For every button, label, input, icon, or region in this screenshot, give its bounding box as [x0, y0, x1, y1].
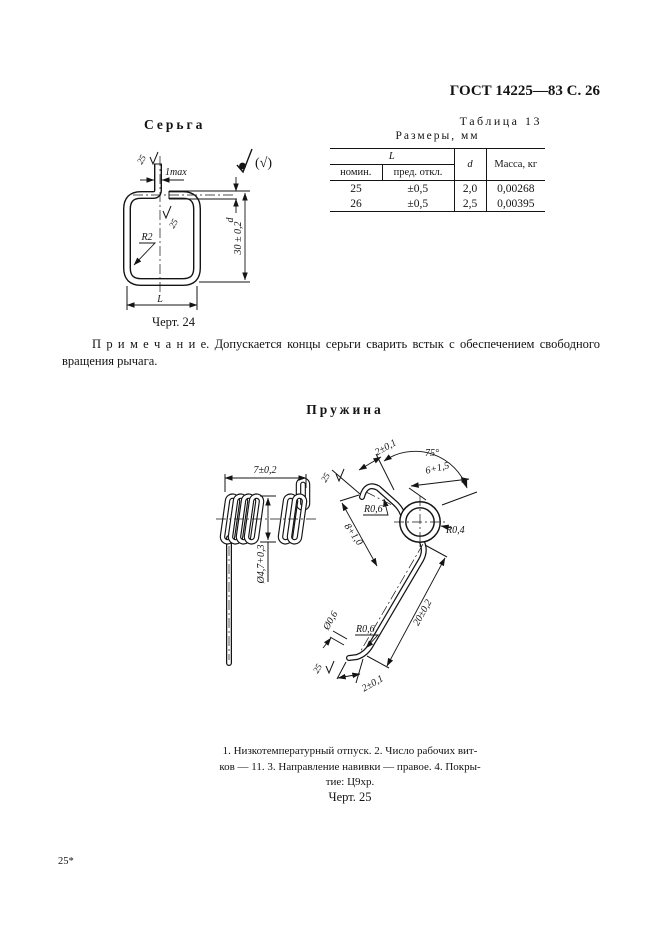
- spring-note-line: ков — 11. 3. Направление навивки — правое. 4. Покры-: [219, 760, 481, 773]
- dim-r-loop: [441, 525, 465, 536]
- spring-leg: [349, 542, 424, 658]
- dim-wire-d: [169, 177, 250, 223]
- col-deviation: пред. откл.: [382, 165, 454, 181]
- cell-d: 2,5: [454, 196, 486, 212]
- foot-label: 2±0,1: [360, 673, 386, 695]
- page-footer-mark: 25*: [58, 856, 74, 867]
- serga-title: Серьга: [144, 117, 206, 132]
- roughness-mark-foot: [311, 661, 334, 675]
- table-row: [330, 181, 545, 197]
- wire-d-label: d: [225, 217, 236, 223]
- loop-centerlines: [394, 496, 446, 548]
- r-bend-label: R0,6: [356, 624, 375, 635]
- angle-label: 75°: [425, 448, 439, 459]
- cell-deviation: ±0,5: [382, 196, 454, 212]
- table-caption: Таблица 13: [459, 114, 542, 128]
- coil-dia-label: Ø4,7+0,3: [256, 544, 267, 584]
- dim-radius: [134, 232, 155, 265]
- cell-deviation: ±0,5: [382, 181, 454, 197]
- rough-bottom-label: 25: [310, 662, 324, 675]
- coil-width-label: 7±0,2: [253, 465, 277, 476]
- spring-drawing: [180, 432, 480, 712]
- cell-nominal: 25: [350, 182, 362, 195]
- col-nominal: номин.: [330, 165, 382, 181]
- cell-mass: 0,00268: [497, 182, 535, 195]
- table-row: [330, 196, 545, 212]
- hook-len-label: 6+1,5: [424, 460, 451, 477]
- dimensions-table: [330, 148, 545, 212]
- height-label: 30 ± 0,2: [233, 221, 244, 255]
- dim-length: [127, 286, 197, 310]
- roughness-mark-hook: [319, 469, 360, 494]
- spring-note-line: 1. Низкотемпературный отпуск. 2. Число рабочих вит-: [222, 745, 478, 757]
- shackle-wire: [127, 164, 197, 282]
- dim-wire-dia: [321, 609, 347, 648]
- wire-dia-label: Ø0,6: [321, 609, 341, 633]
- table-units: Размеры, мм: [395, 130, 480, 142]
- dim-r-hook: [363, 499, 388, 515]
- leg-axis-centerline: [359, 544, 423, 654]
- page-header: ГОСТ 14225—83 С. 26: [449, 83, 600, 99]
- rough-top-label: 25: [318, 471, 332, 484]
- r-hook-label: R0,6: [364, 504, 383, 515]
- length-label: L: [157, 294, 163, 305]
- col-group-L: L: [330, 149, 454, 165]
- dim-hook-len: [409, 460, 469, 500]
- col-mass: Масса, кг: [494, 159, 538, 170]
- hook-end-label: 2±0,1: [373, 437, 399, 459]
- spring-note-line: тие: Ц9хр.: [325, 776, 375, 788]
- figure-25-caption: Черт. 25: [328, 790, 372, 804]
- leg-label: 20±0,2: [411, 597, 435, 628]
- roughness-inner-label: 25: [166, 217, 180, 230]
- roughness-top-label: 25: [134, 153, 148, 166]
- dim-foot: [337, 659, 385, 694]
- shackle-drawing: [103, 140, 273, 315]
- cell-nominal: 26: [350, 197, 362, 210]
- spring-title: Пружина: [306, 402, 384, 417]
- arm-label: 8+1,0: [341, 521, 365, 548]
- cell-d: 2,0: [454, 181, 486, 197]
- dim-gap: [140, 167, 187, 180]
- radius-label: R2: [141, 232, 153, 243]
- serga-note: П р и м е ч а н и е. Допускается концы серьги сварить встык с обеспечением свободного вращения рычага.: [62, 337, 600, 368]
- dim-leg: [367, 545, 447, 668]
- finish-dot-icon: [239, 163, 246, 170]
- finish-label: (√): [255, 156, 273, 171]
- dim-coil-width: [225, 465, 306, 492]
- r-loop-label: R0,4: [446, 525, 465, 536]
- spring-notes: [200, 744, 500, 791]
- surface-finish-symbol: [237, 149, 272, 172]
- gap-label: 1max: [165, 167, 187, 178]
- figure-24-caption: Черт. 24: [152, 315, 196, 329]
- cell-mass: 0,00395: [497, 197, 535, 210]
- roughness-mark-inner: [163, 206, 180, 230]
- dim-height: [199, 193, 250, 282]
- col-d: d: [454, 149, 486, 181]
- dim-hook-end: [359, 437, 399, 470]
